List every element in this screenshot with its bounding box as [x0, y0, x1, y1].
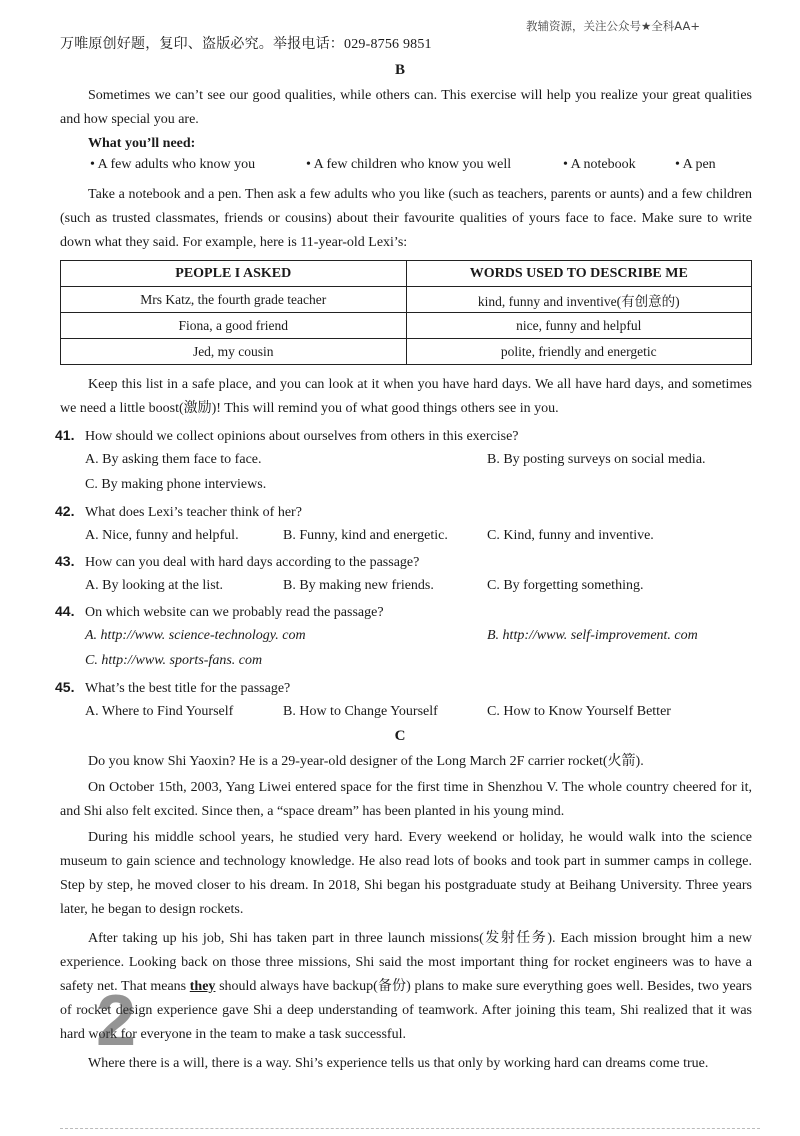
- section-b-intro: Sometimes we can’t see our good qualities, while others can. This exercise will help you realize your great qualities and how special you are.: [60, 88, 752, 127]
- question-text: How should we collect opinions about ourselves from others in this exercise?: [85, 429, 519, 444]
- option: C. Kind, funny and inventive.: [487, 528, 654, 543]
- section-c-para2: On October 15th, 2003, Yang Liwei entered space for the first time in Shenzhou V. The whole country cheered for it, and Shi also felt excited. Since then, a “space dream” has been planted in his young mind.: [60, 780, 752, 819]
- question-text: What does Lexi’s teacher think of her?: [85, 505, 302, 520]
- table-cell: Mrs Katz, the fourth grade teacher: [61, 287, 407, 313]
- para4-text: After taking up his job, Shi has taken part in three launch missions(发射任务). Each mission brought him a new experience. Looking back on those three missions, Shi said the most important thing for rocket engineers was to have a safety net. That means: [60, 931, 752, 994]
- option: B. Funny, kind and energetic.: [283, 528, 448, 543]
- needs-item: • A few children who know you well: [306, 157, 512, 172]
- section-b-label: B: [394, 62, 405, 78]
- section-c-label: C: [394, 728, 406, 744]
- option: B. By posting surveys on social media.: [487, 452, 706, 467]
- underlined-word: they: [189, 979, 216, 994]
- table-row: [61, 339, 752, 365]
- table-cell: polite, friendly and energetic: [406, 339, 752, 365]
- question-43: [55, 549, 755, 575]
- section-b-para3: Keep this list in a safe place, and you can look at it when you have hard days. We all have hard days, and sometimes we need a little boost(激励)! This will remind you of what good things others see in you.: [60, 377, 752, 416]
- table-header-cell: WORDS USED TO DESCRIBE ME: [406, 261, 752, 287]
- copyright-notice: 万唯原创好题，复印、盗版必究。举报电话：029-8756 9851: [60, 37, 432, 52]
- question-number: 44.: [55, 603, 75, 619]
- question-text: How can you deal with hard days according to the passage?: [85, 555, 420, 570]
- qualities-table: [60, 260, 752, 365]
- option: C. http://www. sports-fans. com: [85, 653, 263, 668]
- section-b-para2: Take a notebook and a pen. Then ask a few adults who you like (such as teachers, parents or aunts) and a few children (such as trusted classmates, friends or cousins) about their favourite qualities of yours face to face. Make sure to write down what they said. For example, here is 11-year-old Lexi’s:: [60, 187, 752, 250]
- question-45: [55, 675, 755, 701]
- question-text: What’s the best title for the passage?: [85, 681, 291, 696]
- question-number: 43.: [55, 553, 75, 569]
- option: A. Where to Find Yourself: [85, 704, 234, 719]
- table-cell: Fiona, a good friend: [61, 313, 407, 339]
- option: A. http://www. science-technology. com: [85, 628, 306, 643]
- question-text: On which website can we probably read the passage?: [85, 605, 384, 620]
- needs-list: [90, 157, 770, 173]
- option: A. By looking at the list.: [85, 578, 224, 593]
- section-c-para3: During his middle school years, he studied very hard. Every weekend or holiday, he would walk into the science museum to gain science and technology knowledge. He also read lots of books and took part in summer camps in college. Step by step, he moved closer to his dream. In 2018, Shi began his postgraduate study at Beihang University. Three years later, he began to design rockets.: [60, 830, 752, 917]
- table-header-row: [61, 261, 752, 287]
- question-number: 42.: [55, 503, 75, 519]
- footer-divider: [60, 1128, 760, 1129]
- option: B. How to Change Yourself: [283, 704, 438, 719]
- table-cell: nice, funny and helpful: [406, 313, 752, 339]
- section-c-para4: [60, 927, 752, 1047]
- table-cell: kind, funny and inventive(有创意的): [406, 287, 752, 313]
- question-number: 45.: [55, 679, 75, 695]
- question-42: [55, 499, 755, 525]
- table-cell: Jed, my cousin: [61, 339, 407, 365]
- option: B. By making new friends.: [283, 578, 434, 593]
- section-c-para1: Do you know Shi Yaoxin? He is a 29-year-old designer of the Long March 2F carrier rocket(火箭).: [88, 754, 644, 769]
- table-header-cell: PEOPLE I ASKED: [61, 261, 407, 287]
- table-row: [61, 313, 752, 339]
- option: C. By forgetting something.: [487, 578, 644, 593]
- question-number: 41.: [55, 427, 75, 443]
- page-number: 2: [96, 981, 137, 1061]
- table-row: [61, 287, 752, 313]
- option: A. Nice, funny and helpful.: [85, 528, 239, 543]
- needs-item: • A notebook: [563, 157, 636, 172]
- option: A. By asking them face to face.: [85, 452, 262, 467]
- option: C. How to Know Yourself Better: [487, 704, 671, 719]
- question-44: [55, 599, 755, 625]
- needs-item: • A few adults who know you: [90, 157, 256, 172]
- para4-text: should always have backup(备份) plans to make sure everything goes well. Besides, two years of rocket design experience gave Shi a deep understanding of teamwork. After joining this team, Shi realized that it was hard work for everyone in the team to make a task successful.: [60, 979, 753, 1042]
- option: C. By making phone interviews.: [85, 477, 267, 492]
- wechat-watermark: 教辅资源，关注公众号★全科AA+: [526, 19, 700, 33]
- needs-item: • A pen: [675, 157, 716, 172]
- needs-title: What you’ll need:: [88, 136, 196, 151]
- section-c-para5: Where there is a will, there is a way. Shi’s experience tells us that only by working hard can dreams come true.: [88, 1056, 709, 1071]
- option: B. http://www. self-improvement. com: [487, 628, 698, 643]
- question-41: [55, 423, 755, 449]
